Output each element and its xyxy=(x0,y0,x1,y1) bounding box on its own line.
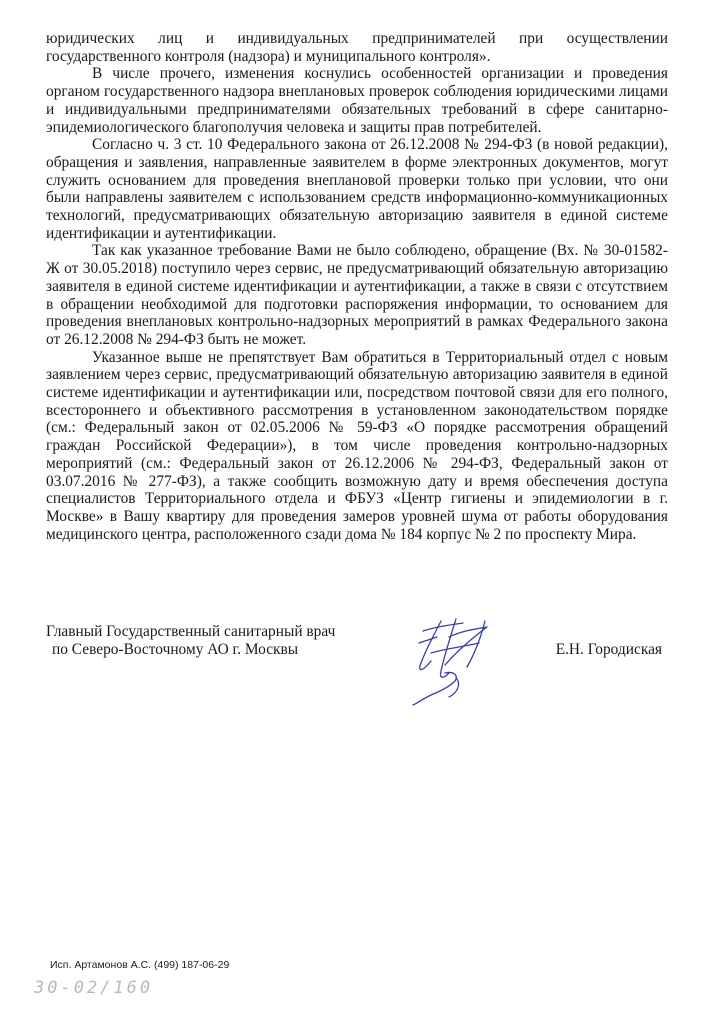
letter-body xyxy=(46,30,668,543)
signatory-position-line-1: Главный Государственный санитарный врач xyxy=(46,623,336,640)
signatory-name: Е.Н. Городиская xyxy=(555,641,662,658)
document-number-stamp: 30-02/160 xyxy=(34,978,154,998)
paragraph-law-requirement: Согласно ч. 3 ст. 10 Федерального закона от 26.12.2008 № 294-ФЗ (в новой редакции), обращения и заявления, направленные заявителем в форме электронных документов, могут служить основанием для проведения внеплановой проверки только при условии, что они были направлены заявителем с использованием средств информационно-коммуникационных технологий, предусматривающих обязательную авторизацию заявителя в единой системе идентификации и аутентификации. xyxy=(46,136,668,242)
signature-block xyxy=(46,617,668,707)
paragraph-refusal-reason: Так как указанное требование Вами не было соблюдено, обращение (Вх. № 30-01582-Ж от 30.05.2018) поступило через сервис, не предусматривающий обязательную авторизацию заявителя в единой системе идентификации и аутентификации, а также в связи с отсутствием в обращении необходимой для подготовки распоряжения информации, то основанием для проведения внеплановых контрольно-надзорных мероприятий в рамках Федерального закона от 26.12.2008 № 294-ФЗ быть не может. xyxy=(46,242,668,348)
paragraph-continuation: юридических лиц и индивидуальных предпринимателей при осуществлении государственного контроля (надзора) и муниципального контроля». xyxy=(46,30,668,65)
paragraph-changes: В числе прочего, изменения коснулись особенностей организации и проведения органом государственного надзора внеплановых проверок соблюдения юридическими лицами и индивидуальными предпринимателями обязательных требований в сфере санитарно-эпидемиологического благополучия человека и защиты прав потребителей. xyxy=(46,65,668,136)
paragraph-next-steps: Указанное выше не препятствует Вам обратиться в Территориальный отдел с новым заявлением через сервис, предусматривающий обязательную авторизацию заявителя в единой системе идентификации и аутентификации или, посредством почтовой связи для его полного, всестороннего и объективного рассмотрения в установленном законодательством порядке (см.: Федеральный закон от 02.05.2006 № 59-ФЗ «О порядке рассмотрения обращений граждан Российской Федерации»), в том числе проведения контрольно-надзорных мероприятий (см.: Федеральный закон от 26.12.2006 № 294-ФЗ, Федеральный закон от 03.07.2016 № 277-ФЗ), а также сообщить возможную дату и время обеспечения доступа специалистов Территориального отдела и ФБУЗ «Центр гигиены и эпидемиологии в г. Москве» в Вашу квартиру для проведения замеров уровней шума от работы оборудования медицинского центра, расположенного сзади дома № 184 корпус № 2 по проспекту Мира. xyxy=(46,348,668,543)
signatory-position-line-2: по Северо-Восточному АО г. Москвы xyxy=(52,641,299,658)
executor-line: Исп. Артамонов А.С. (499) 187-06-29 xyxy=(50,959,230,971)
handwritten-signature xyxy=(401,613,521,709)
